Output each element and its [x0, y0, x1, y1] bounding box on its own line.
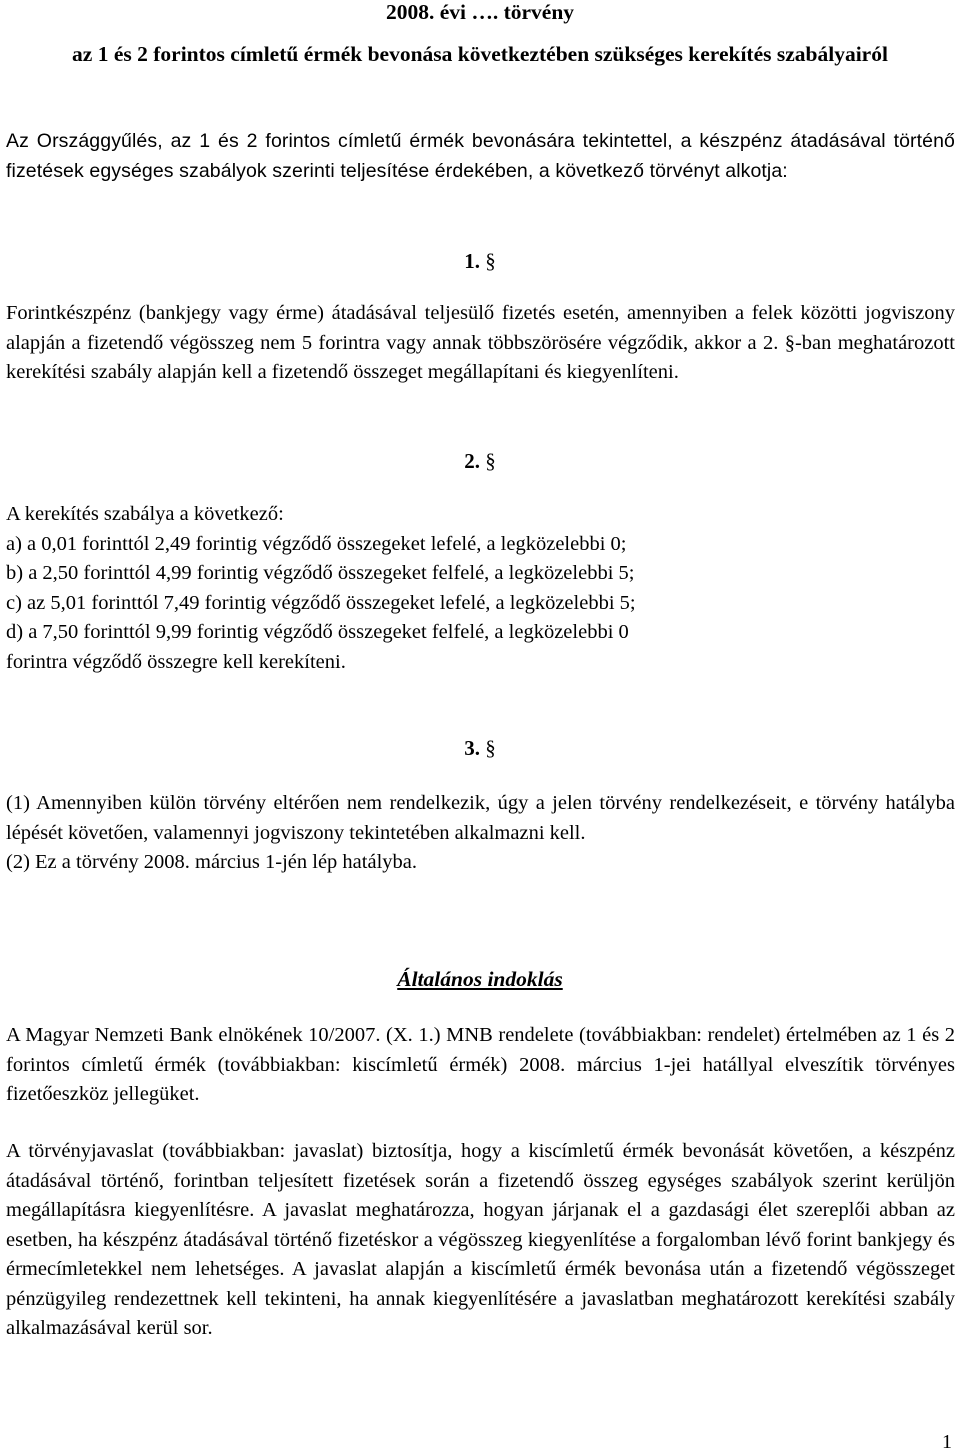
section-2-number: 2. [464, 449, 480, 473]
rule-conclusion: forintra végződő összegre kell kerekíteni. [6, 650, 346, 673]
reasoning-heading: Általános indoklás [397, 967, 563, 991]
law-title: 2008. évi …. törvény [385, 0, 575, 24]
section-3-text [6, 789, 955, 878]
rule-c: c) az 5,01 forinttól 7,49 forintig végződő összegeket lefelé, a legközelebbi 5; [6, 591, 636, 614]
section-2-rules [6, 500, 955, 677]
preamble: Az Országgyűlés, az 1 és 2 forintos címletű érmék bevonására tekintettel, a készpénz átadásával történő fizetések egységes szabályok szerinti teljesítése érdekében, a következő törvényt alkotja: [6, 130, 955, 182]
section-3-number: 3. [464, 736, 480, 760]
section-1-text: Forintkészpénz (bankjegy vagy érme) átadásával teljesülő fizetés esetén, amennyiben a felek közötti jogviszony alapján a fizetendő végösszeg nem 5 forintra vagy annak többszörösére végződik, akkor a 2. §-ban meghatározott kerekítési szabály alapján kell a fizetendő összeget megállapítani és kiegyenlíteni. [6, 302, 955, 383]
section-1-number: 1. [464, 249, 480, 273]
page-number: 1 [942, 1431, 952, 1453]
rule-b: b) a 2,50 forinttól 4,99 forintig végződő összegeket felfelé, a legközelebbi 5; [6, 562, 635, 584]
section-sign-icon: § [485, 249, 496, 273]
reasoning-paragraph-2: A törvényjavaslat (továbbiakban: javaslat) biztosítja, hogy a kiscímletű érmék bevonását követően, a készpénz átadásával történő, forintban teljesített fizetések során a fizetendő összeg egységes szabályok szerint kerüljön megállapításra kiegyenlítésre. A javaslat meghatározza, hogyan járjanak el a gazdasági élet szereplői abban az esetben, ha készpénz átadásával történő fizetéskor a végösszeg kiegyenlítése a forgalomban lévő forint bankjegy és érmecímletekkel nem lehetséges. A javaslat alapján a kiscímletű érmék bevonása után a fizetendő végösszeget pénzügyileg rendezettnek kell tekinteni, ha annak kiegyenlítésére a javaslatban meghatározott kerekítési szabály alkalmazásával kerül sor. [6, 1140, 955, 1339]
rule-d: d) a 7,50 forinttól 9,99 forintig végződő összegeket felfelé, a legközelebbi 0 [6, 621, 629, 643]
rules-intro: A kerekítés szabálya a következő: [6, 503, 284, 525]
section-3-paragraph-2: (2) Ez a törvény 2008. március 1-jén lép hatályba. [6, 851, 417, 873]
section-3-heading [0, 733, 960, 763]
section-2-heading [0, 446, 960, 476]
reasoning-paragraph-1: A Magyar Nemzeti Bank elnökének 10/2007. (X. 1.) MNB rendelete (továbbiakban: rendelet) értelmében az 1 és 2 forintos címletű érmék (továbbiakban: kiscímletű érmék) 2008. március 1-jei hatállyal elveszítik törvényes fizetőeszköz jellegüket. [6, 1024, 955, 1105]
rule-a: a) a 0,01 forinttól 2,49 forintig végződő összegeket lefelé, a legközelebbi 0; [6, 532, 627, 555]
section-sign-icon: § [485, 449, 496, 473]
section-sign-icon: § [485, 736, 496, 760]
section-1-heading [0, 246, 960, 276]
law-subtitle: az 1 és 2 forintos címletű érmék bevonása következtében szükséges kerekítés szabályairól [72, 42, 888, 66]
section-3-paragraph-1: (1) Amennyiben külön törvény eltérően nem rendelkezik, úgy a jelen törvény rendelkezéseit, e törvény hatályba lépését követően, valamennyi jogviszony tekintetében alkalmazni kell. [6, 792, 955, 844]
